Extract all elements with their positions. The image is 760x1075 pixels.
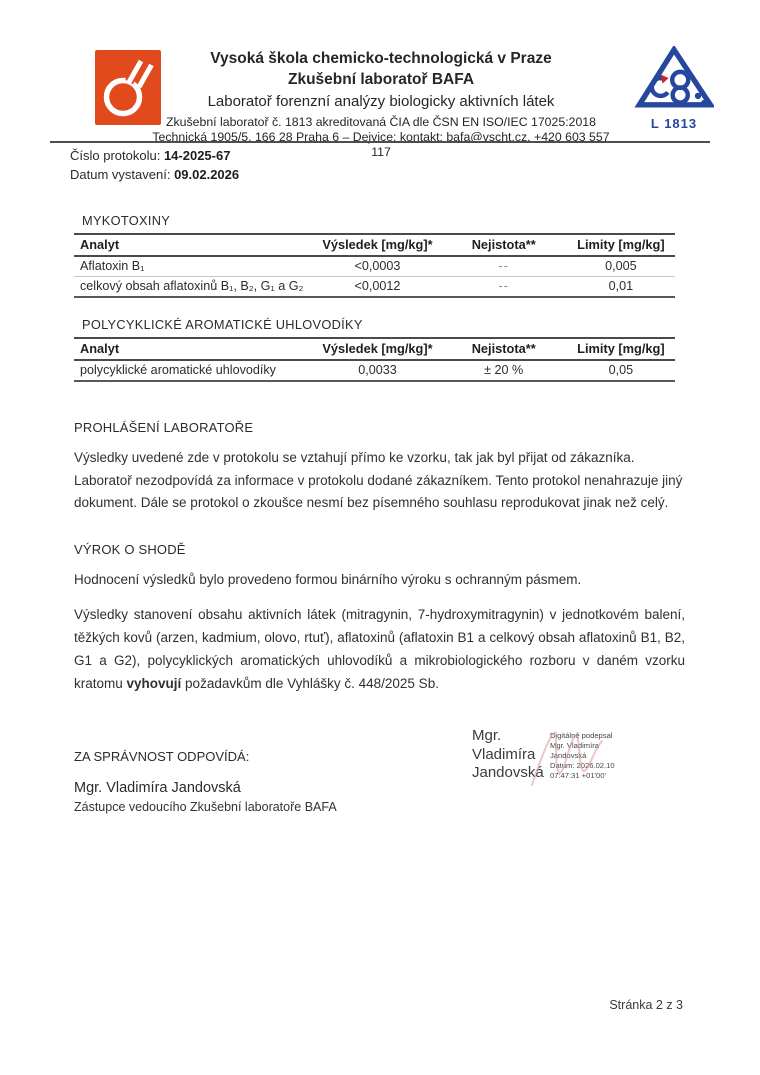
analyte-cell: celkový obsah aflatoxinů B₁, B₂, G₁ a G₂	[74, 277, 314, 298]
result-cell: <0,0003	[314, 256, 440, 277]
cia-triangle-icon	[634, 46, 714, 112]
col-header-uncertainty: Nejistota**	[441, 234, 567, 256]
laboratory-subtitle: Laboratoř forenzní analýzy biologicky aktivních látek	[207, 93, 555, 110]
page-number: Stránka 2 z 3	[609, 998, 683, 1012]
analyte-cell: Aflatoxin B₁	[74, 256, 314, 277]
responsibility-heading: ZA SPRÁVNOST ODPOVÍDÁ:	[74, 749, 250, 764]
header-divider	[50, 141, 710, 143]
issue-date-label: Datum vystavení:	[70, 166, 171, 182]
protocol-number-row	[70, 147, 239, 166]
col-header-limits: Limity [mg/kg]	[567, 338, 675, 360]
digital-signature-name: Mgr. Vladimíra Jandovská	[472, 727, 544, 781]
institution-name: Vysoká škola chemicko-technologická v Praze	[210, 50, 552, 67]
section-title-mycotoxins: MYKOTOXINY	[82, 213, 171, 228]
issue-date-value: 09.02.2026	[174, 166, 240, 182]
digital-signature	[472, 727, 642, 783]
result-cell: 0,0033	[314, 360, 440, 381]
uncertainty-cell: --	[441, 256, 567, 277]
responsible-person-name: Mgr. Vladimíra Jandovská	[74, 780, 241, 796]
pah-table	[74, 337, 675, 382]
analyte-cell: polycyklické aromatické uhlovodíky	[74, 360, 314, 381]
accreditation-line: Zkušební laboratoř č. 1813 akreditovaná ČIA dle ČSN EN ISO/IEC 17025:2018	[166, 115, 596, 129]
limit-cell: 0,01	[567, 277, 675, 298]
issue-date-row	[70, 166, 239, 185]
col-header-result: Výsledek [mg/kg]*	[314, 338, 440, 360]
limit-cell: 0,05	[567, 360, 675, 381]
verdict-result-word: vyhovují	[126, 676, 182, 691]
address-contact-line: Technická 1905/5, 166 28 Praha 6 – Dejvice; kontakt: bafa@vscht.cz, +420 603 557 117	[152, 130, 610, 159]
protocol-number-value: 14-2025-67	[163, 148, 231, 163]
col-header-result: Výsledek [mg/kg]*	[314, 234, 440, 256]
col-header-uncertainty: Nejistota**	[441, 338, 567, 360]
verdict-paragraph-2	[74, 603, 685, 695]
digital-signature-details: Digitálně podepsal Mgr. Vladimíra Jandovská Datum: 2026.02.10 07:47:31 +01'00'	[550, 731, 615, 780]
col-header-analyte: Analyt	[74, 338, 314, 360]
col-header-limits: Limity [mg/kg]	[567, 234, 675, 256]
uncertainty-cell: --	[441, 277, 567, 298]
table-row	[74, 360, 675, 381]
protocol-number-label: Číslo protokolu:	[70, 148, 161, 163]
uncertainty-cell: ± 20 %	[441, 360, 567, 381]
laboratory-name: Zkušební laboratoř BAFA	[287, 71, 475, 88]
section-title-pah: POLYCYKLICKÉ AROMATICKÉ UHLOVODÍKY	[82, 317, 363, 332]
declaration-title: PROHLÁŠENÍ LABORATOŘE	[74, 420, 254, 435]
protocol-info	[70, 147, 239, 184]
verdict-text-before: Výsledky stanovení obsahu aktivních látek (mitragynin, 7-hydroxymitragynin) v jednotkovém balení, těžkých kovů (arzen, kadmium, olovo, rtuť), aflatoxinů (aflatoxin B1 a celkový obsah aflatoxinů B1, B2, G1 a G2), polycyklických aromatických uhlovodíků a mikrobiologického rozboru v daném vzorku kratomu	[74, 607, 685, 691]
verdict-text-after: požadavkům dle Vyhlášky č. 448/2025 Sb.	[181, 676, 439, 691]
table-header-row	[74, 234, 675, 256]
verdict-title: VÝROK O SHODĚ	[74, 541, 186, 557]
accreditation-number: L 1813	[650, 116, 698, 131]
col-header-analyte: Analyt	[74, 234, 314, 256]
declaration-body: Výsledky uvedené zde v protokolu se vztahují přímo ke vzorku, tak jak byl přijat od zákazníka. Laboratoř nezodpovídá za informace v protokolu dodané zákazníkem. Tento protokol nenahrazuje jiný dokument. Dále se protokol o zkoušce nesmí bez písemného souhlasu reprodukovat jinak než celý.	[74, 450, 683, 510]
mycotoxins-table	[74, 233, 675, 298]
verdict-paragraph-1: Hodnocení výsledků bylo provedeno formou binárního výroku s ochranným pásmem.	[74, 571, 582, 587]
table-row	[74, 256, 675, 277]
limit-cell: 0,005	[567, 256, 675, 277]
responsible-person-role: Zástupce vedoucího Zkušební laboratoře BAFA	[74, 800, 337, 814]
table-row	[74, 277, 675, 298]
letterhead	[150, 48, 612, 160]
table-header-row	[74, 338, 675, 360]
cia-accreditation-logo	[632, 46, 716, 131]
result-cell: <0,0012	[314, 277, 440, 298]
